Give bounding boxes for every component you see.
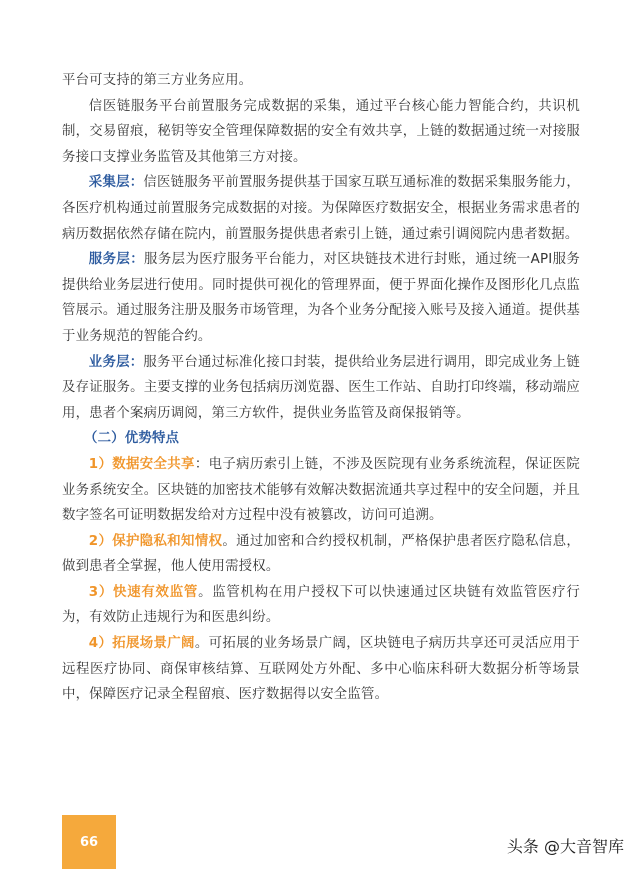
collection-layer-label: 采集层： (88, 175, 144, 191)
business-layer-label: 业务层： (88, 354, 144, 370)
advantage-label: 4）拓展场景广阔 (88, 636, 195, 652)
page-number-badge (62, 815, 116, 869)
advantage-item (62, 631, 580, 708)
advantage-text: 。监管机构在用户授权下可以快速通过区块链有效监管医疗行为，有效防止违规行为和医患纠纷。 (62, 584, 580, 626)
advantage-label: 2）保护隐私和知情权 (88, 533, 223, 549)
advantage-item (62, 529, 580, 580)
paragraph-business-layer (62, 350, 580, 427)
paragraph-platform-intro: 信医链服务平台前置服务完成数据的采集，通过平台核心能力智能合约，共识机制，交易留痕，秘钥等安全管理保障数据的安全有效共享，上链的数据通过统一对接服务接口支撑业务监管及其他第三方对接。 (62, 98, 580, 165)
advantage-item (62, 580, 580, 631)
paragraph-continuation: 平台可支持的第三方业务应用。 (62, 73, 253, 88)
service-layer-text: 服务层为医疗服务平台能力，对区块链技术进行封账，通过统一API服务提供给业务层进行使用。同时提供可视化的管理界面，便于界面化操作及图形化几点监管展示。通过服务注册及服务市场管理，为各个业务分配接入账号及接入通道。提供基于业务规范的智能合约。 (62, 252, 580, 344)
advantage-item (62, 452, 580, 529)
page-number: 66 (79, 834, 99, 850)
watermark-text: 头条 @大音智库 (506, 837, 624, 856)
document-body (62, 68, 580, 708)
advantage-label: 3）快速有效监管 (88, 584, 199, 600)
advantage-text: 。可拓展的业务场景广阔，区块链电子病历共享还可灵活应用于远程医疗协同、商保审核结算、互联网处方外配、多中心临床科研大数据分析等场景中，保障医疗记录全程留痕、医疗数据得以安全监管。 (62, 636, 580, 703)
advantage-text: ：电子病历索引上链，不涉及医院现有业务系统流程，保证医院业务系统安全。区块链的加密技术能够有效解决数据流通共享过程中的安全问题，并且数字签名可证明数据发给对方过程中没有被篡改，访问可追溯。 (62, 456, 580, 524)
advantage-label: 1）数据安全共享 (88, 456, 195, 472)
paragraph-collection-layer (62, 170, 580, 247)
advantage-text: 。通过加密和合约授权机制，严格保护患者医疗隐私信息，做到患者全掌握，他人使用需授权。 (62, 533, 580, 575)
collection-layer-text: 信医链服务平前置服务提供基于国家互联互通标准的数据采集服务能力，各医疗机构通过前置服务完成数据的对接。为保障医疗数据安全，根据业务需求患者的病历数据依然存储在院内，前置服务提供患者索引上链，通过索引调阅院内患者数据。 (62, 175, 580, 242)
service-layer-label: 服务层： (88, 252, 145, 268)
section-title-advantages: （二）优势特点 (84, 431, 180, 447)
paragraph-service-layer (62, 247, 580, 349)
business-layer-text: 服务平台通过标准化接口封装，提供给业务层进行调用，即完成业务上链及存证服务。主要支撑的业务包括病历浏览器、医生工作站、自助打印终端，移动端应用，患者个案病历调阅，第三方软件，提供业务监管及商保报销等。 (62, 354, 580, 421)
